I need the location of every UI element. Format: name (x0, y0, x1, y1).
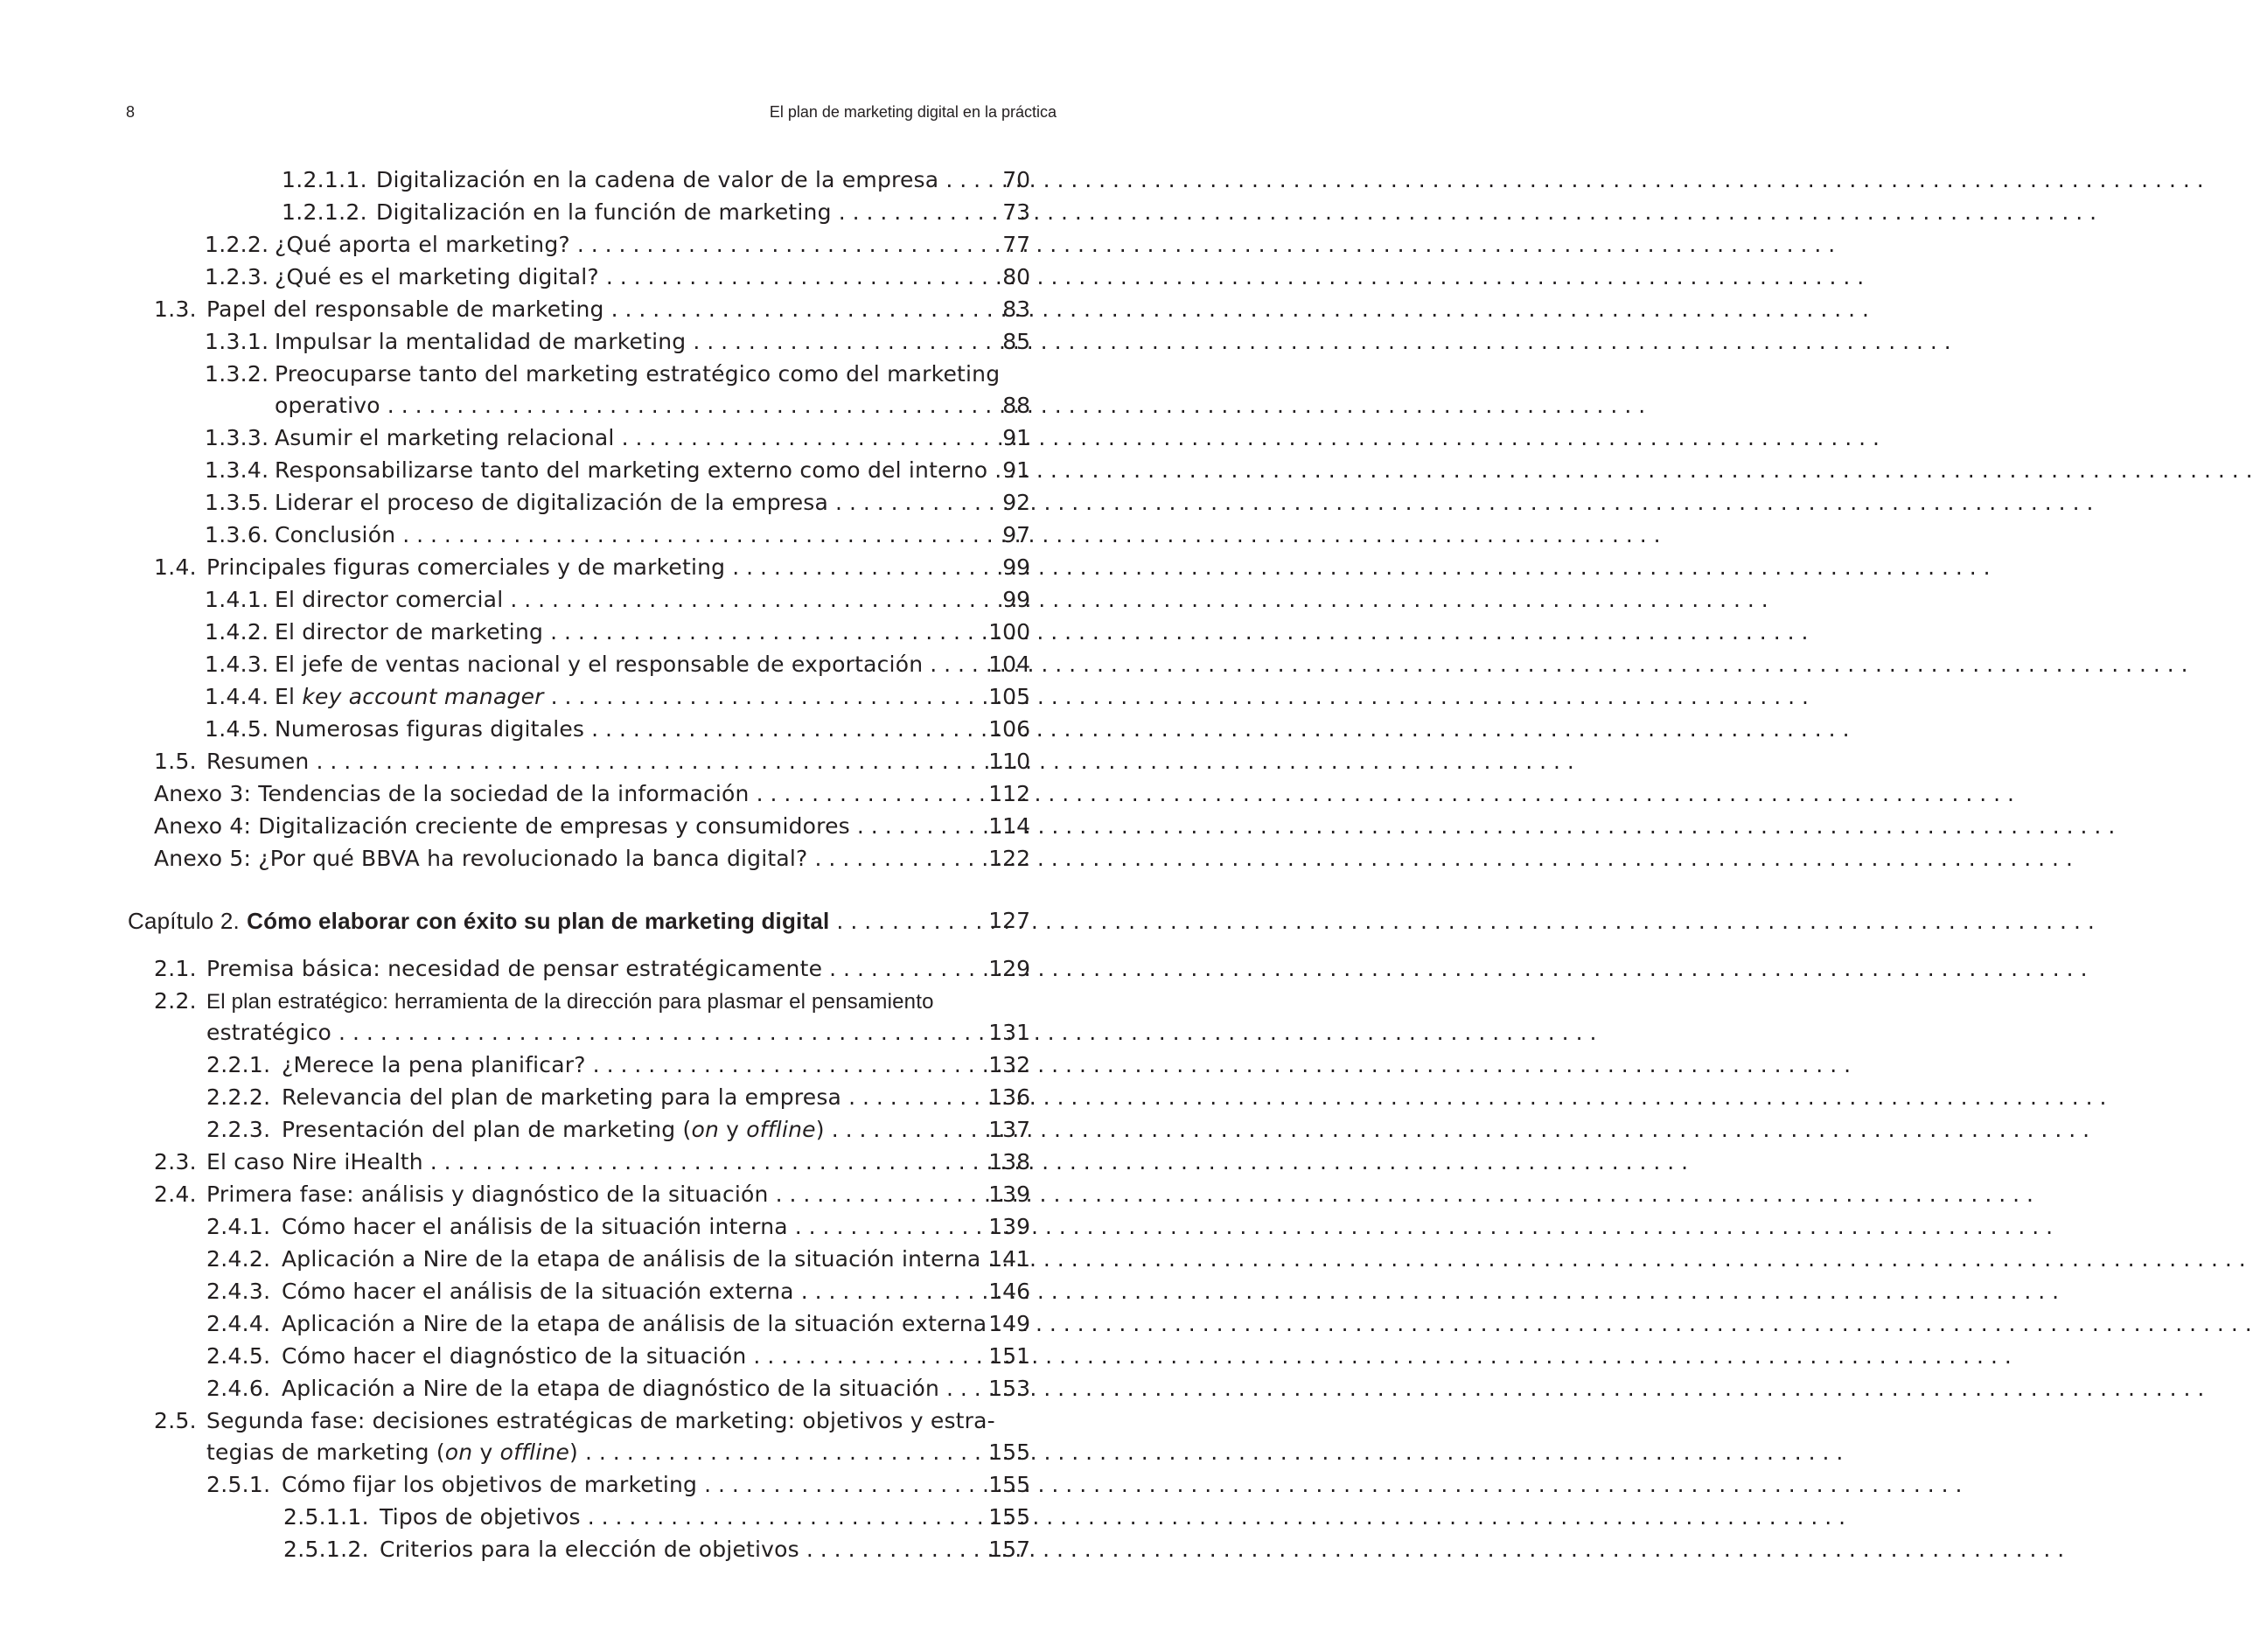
toc-leader-dots (611, 294, 1869, 325)
toc-entry-number: 2.4.5. (206, 1343, 271, 1369)
toc-leader-dots (857, 811, 2115, 842)
toc-entry-page: 136 (988, 1084, 1030, 1110)
toc-entry-title-text: Presentación del plan de marketing ( (282, 1117, 692, 1142)
toc-entry (206, 1114, 1030, 1146)
toc-entry-page: 129 (988, 956, 1030, 981)
toc-entry (206, 1276, 1030, 1307)
toc-entry (154, 552, 1030, 583)
toc-entry-number: 1.2.1.1. (282, 167, 367, 192)
toc-entry (154, 1147, 1030, 1178)
toc-entry (154, 746, 1030, 777)
toc-entry (154, 1179, 1030, 1210)
toc-entry-title: ¿Qué es el marketing digital? (275, 264, 599, 289)
toc-leader-dots (591, 714, 1849, 745)
toc-entry-page: 104 (988, 652, 1030, 677)
toc-entry-title: Conclusión (275, 522, 396, 547)
toc-leader-dots (732, 552, 1990, 583)
toc-leader-dots (930, 649, 2187, 680)
toc-entry-number: 2.4. (154, 1181, 197, 1207)
toc-entry-continuation (206, 1017, 1030, 1049)
toc-entry-number: 1.3.5. (205, 490, 269, 515)
toc-chapter-entry (128, 905, 1030, 937)
toc-entry-page: 127 (988, 908, 1030, 933)
toc-entry-title: Papel del responsable de marketing (206, 296, 604, 322)
toc-entry (206, 1308, 1030, 1340)
toc-entry-title: Asumir el marketing relacional (275, 425, 615, 450)
toc-entry-number: 1.3.2. (205, 361, 269, 387)
toc-entry (154, 778, 1030, 810)
toc-leader-dots (987, 1244, 2245, 1275)
toc-entry-number: 1.3.6. (205, 522, 269, 547)
toc-entry-title-italic: offline (746, 1117, 816, 1142)
toc-entry-number: 2.5.1.2. (283, 1537, 369, 1562)
chapter-prefix: Capítulo 2. (128, 908, 240, 934)
toc-entry-page: 122 (988, 846, 1030, 871)
toc-leader-dots (402, 519, 1660, 551)
toc-leader-dots (510, 584, 1768, 616)
toc-entry-page: 114 (988, 813, 1030, 839)
toc-entry-title: Responsabilizarse tanto del marketing externo como del interno (275, 457, 988, 483)
toc-entry-page: 110 (988, 749, 1030, 774)
toc-entry-continuation (275, 390, 1030, 422)
toc-entry-title-text: tegias de marketing ( (206, 1439, 445, 1465)
toc-entry-page: 155 (988, 1439, 1030, 1465)
toc-entry (206, 1373, 1030, 1405)
toc-entry-title: Aplicación a Nire de la etapa de análisis de la situación externa (282, 1311, 987, 1336)
toc-entry (205, 487, 1030, 519)
toc-entry-number: 1.2.3. (205, 264, 269, 289)
toc-entry-page: 99 (1002, 587, 1030, 612)
toc-entry (206, 1082, 1030, 1113)
toc-entry-page: 99 (1002, 554, 1030, 580)
toc-entry (205, 714, 1030, 745)
toc-entry-title: Aplicación a Nire de la etapa de diagnóstico de la situación (282, 1376, 940, 1401)
toc-entry-page: 141 (988, 1246, 1030, 1272)
toc-chapter-title (128, 905, 829, 938)
toc-entry-title: Anexo 3: Tendencias de la sociedad de la información (154, 781, 750, 806)
toc-entry-title-italic: on (444, 1439, 473, 1465)
toc-leader-dots (994, 1308, 2251, 1340)
toc-entry-number: 2.4.6. (206, 1376, 271, 1401)
toc-entry (205, 584, 1030, 616)
toc-entry-number: 2.2.2. (206, 1084, 271, 1110)
toc-entry (205, 649, 1030, 680)
toc-entry-title-italic: key account manager (302, 684, 544, 709)
toc-leader-dots (994, 455, 2252, 486)
toc-entry (283, 1502, 1030, 1533)
toc-entry (206, 1469, 1030, 1501)
toc-leader-dots (704, 1469, 1962, 1501)
toc-entry-number: 1.4.4. (205, 684, 269, 709)
toc-leader-dots (550, 617, 1808, 648)
toc-leader-dots (593, 1049, 1851, 1081)
toc-entry-title-text: El (275, 684, 296, 709)
toc-entry-title: Criterios para la elección de objetivos (380, 1537, 799, 1562)
toc-leader-dots (753, 1341, 2011, 1372)
toc-entry-number: 1.2.1.2. (282, 199, 367, 225)
toc-entry-number: 1.3.4. (205, 457, 269, 483)
toc-entry (154, 1405, 1030, 1437)
toc-entry-title: Primera fase: análisis y diagnóstico de la situación (206, 1181, 769, 1207)
toc-entry-title: Liderar el proceso de digitalización de la empresa (275, 490, 829, 515)
toc-entry-title: Cómo fijar los objetivos de marketing (282, 1472, 698, 1497)
toc-leader-dots (946, 1373, 2204, 1405)
toc-entry-page: 106 (988, 716, 1030, 742)
toc-leader-dots (316, 746, 1573, 777)
toc-entry-title (275, 681, 544, 713)
toc-entry-title: El director de marketing (275, 619, 544, 645)
toc-entry-number: 1.3. (154, 296, 197, 322)
toc-entry-title: El director comercial (275, 587, 504, 612)
toc-entry-title: Premisa básica: necesidad de pensar estratégicamente (206, 956, 823, 981)
toc-entry-page: 105 (988, 684, 1030, 709)
toc-entry-title: ¿Merece la pena planificar? (282, 1052, 586, 1077)
toc-entry-title: El caso Nire iHealth (206, 1149, 423, 1175)
toc-entry-number: 1.5. (154, 749, 197, 774)
toc-leader-dots (606, 261, 1864, 293)
toc-entry-page: 155 (988, 1472, 1030, 1497)
toc-entry-title: Cómo hacer el diagnóstico de la situación (282, 1343, 747, 1369)
toc-entry-number: 1.3.1. (205, 329, 269, 354)
toc-entry (205, 455, 1030, 486)
toc-entry-page: 146 (988, 1279, 1030, 1304)
toc-entry (154, 811, 1030, 842)
toc-entry-number: 1.4.5. (205, 716, 269, 742)
toc-entry-title: El jefe de ventas nacional y el responsable de exportación (275, 652, 924, 677)
toc-entry-number: 1.4.2. (205, 619, 269, 645)
toc-entry-title: Digitalización en la cadena de valor de la empresa (376, 167, 939, 192)
toc-entry (205, 229, 1030, 261)
toc-entry-page: 91 (1002, 425, 1030, 450)
toc-entry-page: 131 (988, 1020, 1030, 1045)
toc-entry (206, 1211, 1030, 1243)
toc-entry (205, 261, 1030, 293)
toc-entry-title (282, 1114, 825, 1146)
toc-entry-title: Anexo 4: Digitalización creciente de empresas y consumidores (154, 813, 850, 839)
chapter-title: Cómo elaborar con éxito su plan de marketing digital (247, 908, 830, 934)
toc-leader-dots (776, 1179, 2033, 1210)
toc-entry-page: 149 (988, 1311, 1030, 1336)
toc-entry-title: Numerosas figuras digitales (275, 716, 585, 742)
toc-entry-title-italic: offline (499, 1439, 570, 1465)
toc-leader-dots (585, 1437, 1843, 1468)
toc-entry-number: 2.5. (154, 1408, 197, 1433)
toc-entry (206, 1341, 1030, 1372)
toc-entry (206, 1244, 1030, 1275)
toc-entry-title: ¿Qué aporta el marketing? (275, 232, 570, 257)
toc-leader-dots (588, 1502, 1845, 1533)
toc-entry-page: 132 (988, 1052, 1030, 1077)
toc-entry-title-text: ) (815, 1117, 825, 1142)
toc-entry-number: 1.4.1. (205, 587, 269, 612)
toc-entry-number: 2.5.1.1. (283, 1504, 369, 1530)
toc-entry-number: 1.4. (154, 554, 197, 580)
toc-entry-title: Principales figuras comerciales y de marketing (206, 554, 726, 580)
toc-entry-title: Cómo hacer el análisis de la situación externa (282, 1279, 794, 1304)
toc-entry-number: 2.4.2. (206, 1246, 271, 1272)
toc-entry-number: 2.1. (154, 956, 197, 981)
toc-leader-dots (757, 778, 2014, 810)
toc-entry-title: Tipos de objetivos (380, 1504, 581, 1530)
running-title: El plan de marketing digital en la práctica (769, 103, 1057, 121)
toc-entry-page: 85 (1002, 329, 1030, 354)
toc-entry-page: 88 (1002, 393, 1030, 418)
toc-entry-page: 157 (988, 1537, 1030, 1562)
toc-entry-number: 1.4.3. (205, 652, 269, 677)
toc-entry (154, 294, 1030, 325)
toc-entry-title: Digitalización en la función de marketing (376, 199, 832, 225)
toc-entry-page: 92 (1002, 490, 1030, 515)
toc-entry-number: 2.2.3. (206, 1117, 271, 1142)
toc-entry-number: 2.3. (154, 1149, 197, 1175)
toc-leader-dots (430, 1147, 1688, 1178)
toc-entry-continuation (206, 1437, 1030, 1468)
toc-entry-number: 2.4.3. (206, 1279, 271, 1304)
toc-entry-title: Cómo hacer el análisis de la situación interna (282, 1214, 788, 1239)
toc-entry-page: 139 (988, 1214, 1030, 1239)
toc-entry-number: 2.4.1. (206, 1214, 271, 1239)
toc-entry-number: 2.4.4. (206, 1311, 271, 1336)
toc-entry-page: 80 (1002, 264, 1030, 289)
toc-entry (205, 326, 1030, 358)
toc-entry-title-text: ) (569, 1439, 579, 1465)
toc-entry-title: El plan estratégico: herramienta de la dirección para plasmar el pensamiento (206, 990, 934, 1014)
toc-entry-title: Resumen (206, 749, 310, 774)
toc-entry-number: 1.2.2. (205, 232, 269, 257)
toc-entry-title: Aplicación a Nire de la etapa de análisis de la situación interna (282, 1246, 981, 1272)
toc-entry-title-italic: on (691, 1117, 719, 1142)
toc-leader-dots (338, 1017, 1596, 1049)
toc-entry-page: 138 (988, 1149, 1030, 1175)
toc-entry (154, 986, 1030, 1017)
toc-leader-dots (945, 164, 2203, 196)
toc-entry-page: 73 (1002, 199, 1030, 225)
toc-leader-dots (551, 681, 1809, 713)
toc-entry-page: 91 (1002, 457, 1030, 483)
toc-entry-title-text: y (719, 1117, 747, 1142)
toc-entry-page: 112 (988, 781, 1030, 806)
toc-entry-page: 151 (988, 1343, 1030, 1369)
toc-entry-title-text: y (472, 1439, 500, 1465)
toc-entry-page: 70 (1002, 167, 1030, 192)
page-number: 8 (126, 103, 136, 121)
toc-entry-title: Impulsar la mentalidad de marketing (275, 329, 687, 354)
toc-entry-number: 1.3.3. (205, 425, 269, 450)
toc-entry-title-continuation (206, 1437, 578, 1468)
toc-entry-title: Preocuparse tanto del marketing estratégico como del marketing (275, 361, 1001, 387)
toc-entry (205, 681, 1030, 713)
toc-entry-page: 77 (1002, 232, 1030, 257)
toc-entry (205, 422, 1030, 454)
toc-entry (205, 359, 1030, 390)
toc-entry (282, 197, 1030, 228)
toc-entry (205, 519, 1030, 551)
toc-entry-page: 155 (988, 1504, 1030, 1530)
toc-entry (154, 843, 1030, 875)
toc-entry-page: 83 (1002, 296, 1030, 322)
toc-entry (282, 164, 1030, 196)
toc-entry-title: Anexo 5: ¿Por qué BBVA ha revolucionado la banca digital? (154, 846, 808, 871)
toc-entry-page: 139 (988, 1181, 1030, 1207)
toc-entry (154, 953, 1030, 985)
toc-entry-page: 153 (988, 1376, 1030, 1401)
toc-entry (205, 617, 1030, 648)
toc-entry (206, 1049, 1030, 1081)
toc-entry-number: 2.5.1. (206, 1472, 271, 1497)
toc-entry-title-continuation: operativo (275, 393, 380, 418)
toc-leader-dots (622, 422, 1880, 454)
toc-leader-dots (848, 1082, 2106, 1113)
toc-entry-number: 2.2.1. (206, 1052, 271, 1077)
toc-entry (283, 1534, 1030, 1565)
toc-entry-number: 2.2. (154, 988, 197, 1014)
toc-leader-dots (693, 326, 1950, 358)
toc-entry-title: Segunda fase: decisiones estratégicas de marketing: objetivos y estra- (206, 1408, 995, 1433)
toc-entry-page: 100 (988, 619, 1030, 645)
toc-leader-dots (577, 229, 1835, 261)
toc-entry-page: 137 (988, 1117, 1030, 1142)
toc-entry-page: 97 (1002, 522, 1030, 547)
toc-entry-title: Relevancia del plan de marketing para la empresa (282, 1084, 842, 1110)
toc-entry-title-continuation: estratégico (206, 1020, 332, 1045)
